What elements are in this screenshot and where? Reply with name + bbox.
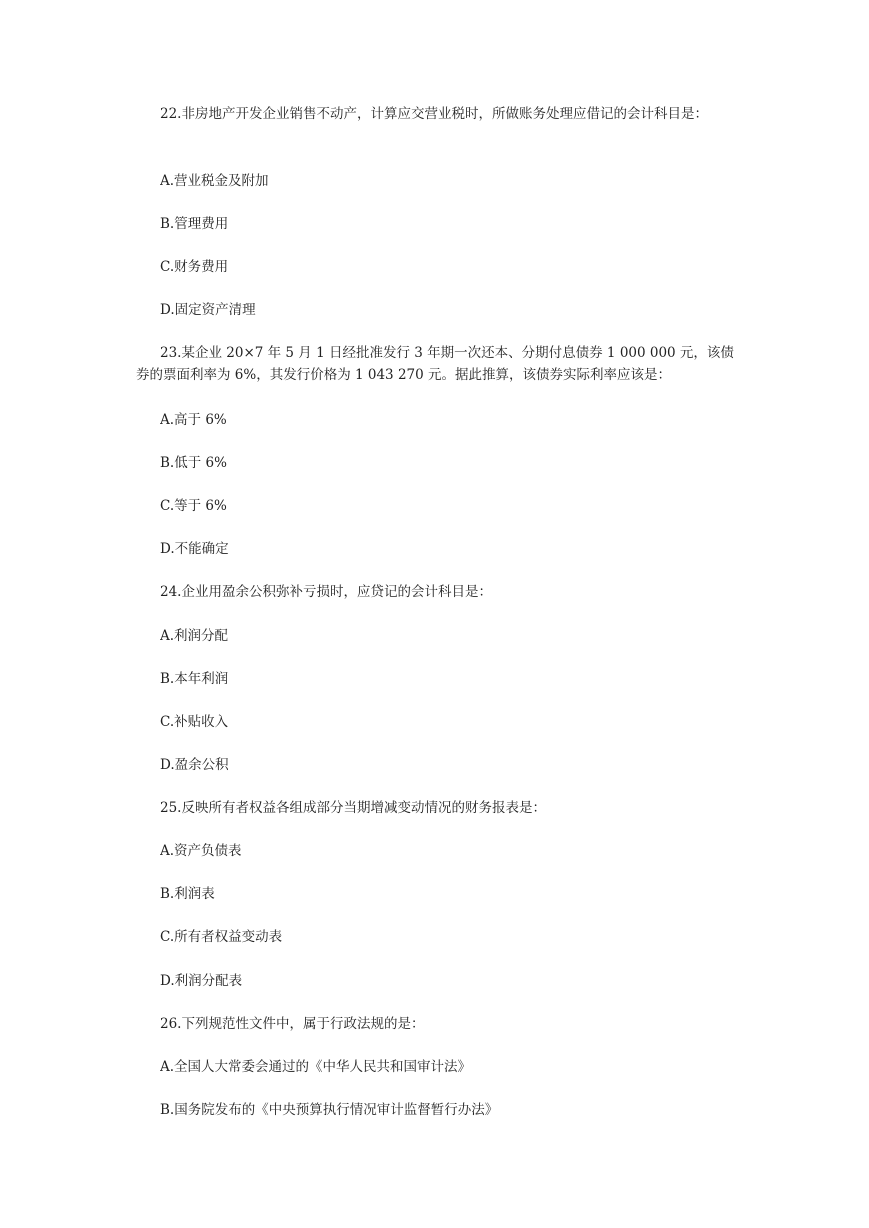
question-24-option-a: A.利润分配	[160, 628, 229, 644]
question-24-option-c: C.补贴收入	[160, 714, 229, 730]
question-25-option-c: C.所有者权益变动表	[160, 929, 283, 945]
question-22-option-c: C.财务费用	[160, 259, 229, 275]
question-26-option-b: B.国务院发布的《中央预算执行情况审计监督暂行办法》	[160, 1102, 499, 1118]
question-23-stem: 23.某企业 20×7 年 5 月 1 日经批准发行 3 年期一次还本、分期付息债券 1 000 000 元，该债券的票面利率为 6%，其发行价格为 1 043 270 元。据此推算，该债券实际利率应该是：	[136, 345, 734, 383]
question-26-stem: 26.下列规范性文件中，属于行政法规的是：	[160, 1016, 425, 1032]
question-24-option-b: B.本年利润	[160, 671, 229, 687]
question-22-option-a: A.营业税金及附加	[160, 173, 269, 189]
question-25-stem: 25.反映所有者权益各组成部分当期增减变动情况的财务报表是：	[160, 800, 546, 816]
question-25-option-b: B.利润表	[160, 886, 215, 902]
question-22-option-d: D.固定资产清理	[160, 302, 256, 318]
question-23-option-c: C.等于 6%	[160, 498, 227, 514]
question-23-option-d: D.不能确定	[160, 541, 229, 557]
question-25-option-d: D.利润分配表	[160, 973, 243, 989]
question-25-option-a: A.资产负债表	[160, 843, 242, 859]
question-23-option-a: A.高于 6%	[160, 412, 227, 428]
question-26-option-a: A.全国人大常委会通过的《中华人民共和国审计法》	[160, 1059, 472, 1075]
question-22-option-b: B.管理费用	[160, 216, 229, 232]
question-24-stem: 24.企业用盈余公积弥补亏损时，应贷记的会计科目是：	[160, 584, 492, 600]
question-23-option-b: B.低于 6%	[160, 455, 227, 471]
question-22-stem: 22.非房地产开发企业销售不动产，计算应交营业税时，所做账务处理应借记的会计科目是：	[160, 106, 708, 122]
question-24-option-d: D.盈余公积	[160, 757, 229, 773]
